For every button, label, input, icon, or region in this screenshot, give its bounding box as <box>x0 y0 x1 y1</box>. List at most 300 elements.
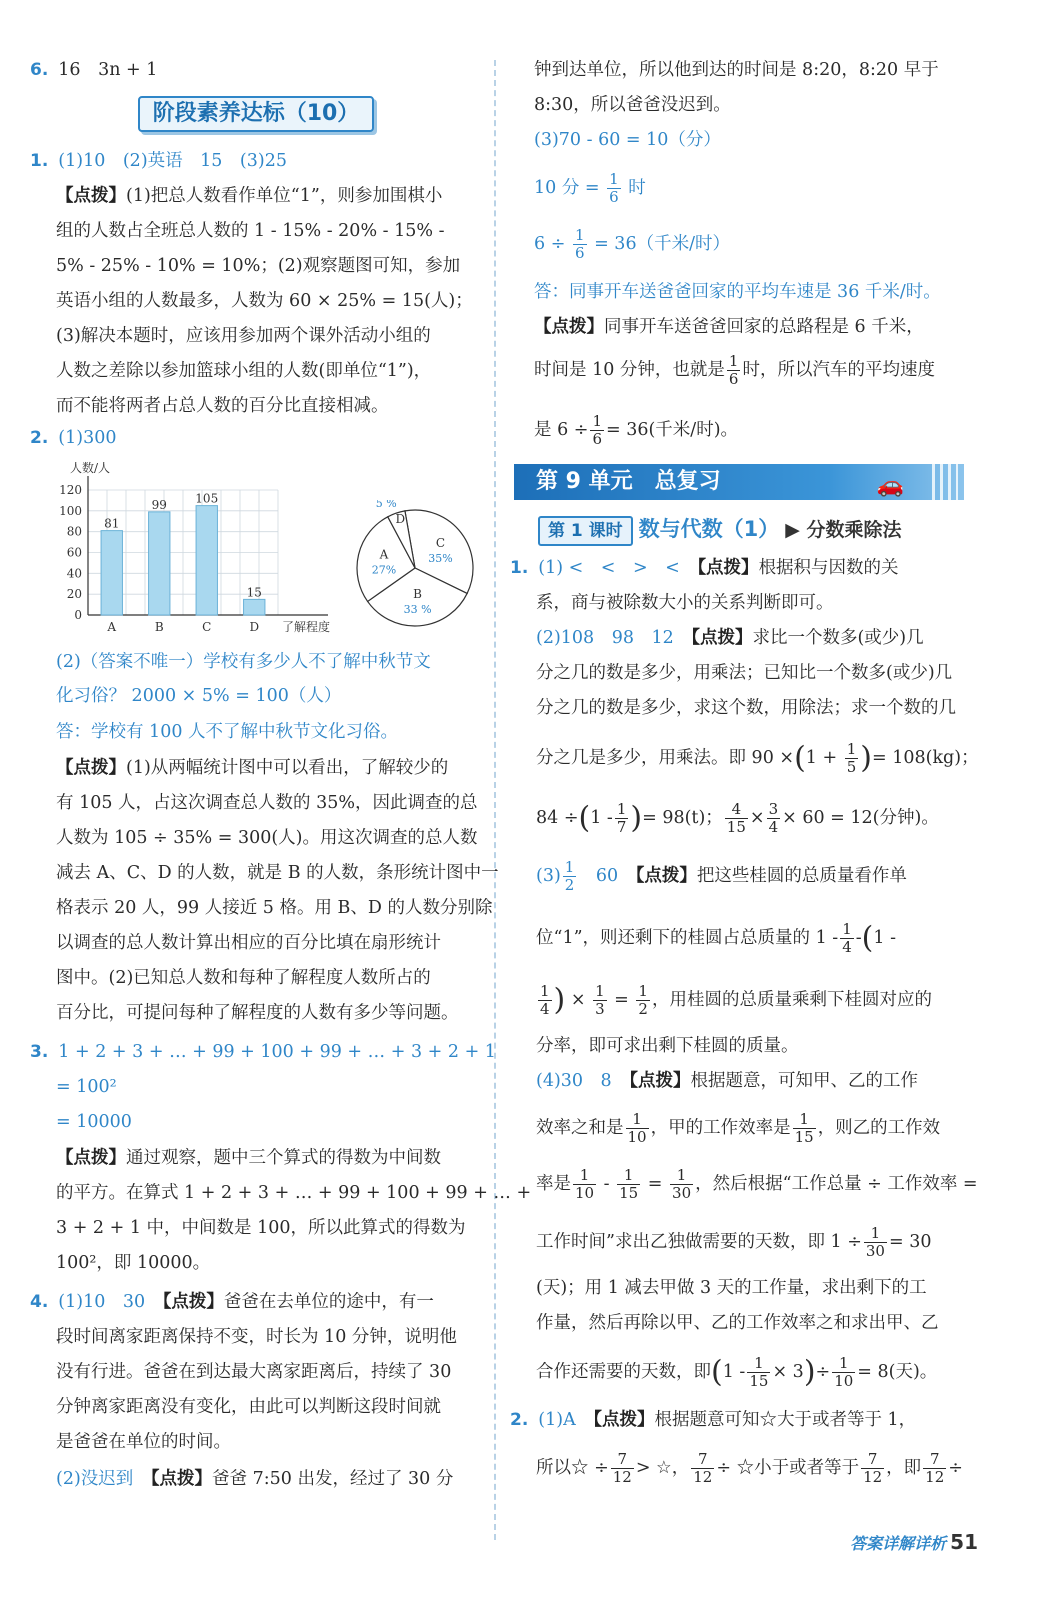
tip-text: 1 - <box>590 808 613 828</box>
numerator: 1 <box>626 1111 649 1129</box>
tip-text: 是 6 ÷ <box>534 420 589 440</box>
fraction <box>593 983 607 1018</box>
q1-tip-line <box>56 219 444 243</box>
q3-tip-line <box>56 1216 466 1240</box>
denominator: 2 <box>638 1000 648 1018</box>
numerator: 1 <box>574 226 585 244</box>
eq-text: = 36（千米/时） <box>594 234 730 254</box>
fraction <box>636 983 650 1018</box>
denominator: 12 <box>925 1468 945 1486</box>
q4-answer: (1)10 30 <box>58 1292 146 1312</box>
q2-tip-line <box>56 826 478 850</box>
tip-text: - <box>855 928 862 948</box>
q2-answer3-text: 答：学校有 100 人不了解中秋节文化习俗。 <box>56 722 399 742</box>
r-q2-line <box>536 1450 963 1486</box>
fraction <box>538 983 552 1018</box>
q2-tip-text: (1)从两幅统计图中可以看出，了解较少的 <box>126 758 449 778</box>
q4-tip-line <box>56 1467 453 1491</box>
q1-answer: (1)10 (2)英语 15 (3)25 <box>58 151 287 171</box>
numerator: 7 <box>861 1451 884 1469</box>
denominator: 6 <box>592 430 602 448</box>
fraction <box>767 801 781 836</box>
tip-text: > ☆， <box>635 1458 690 1478</box>
eq-text: 时 <box>628 178 646 198</box>
q2-answer3-line <box>56 720 398 744</box>
tip-text: ÷ ☆小于或者等于 <box>716 1458 860 1478</box>
tip-label: 【点拨】 <box>691 628 753 648</box>
q1-tip-line <box>56 359 431 383</box>
q2-tip-text: 以调查的总人数计算出相应的百分比填在扇形统计 <box>56 933 441 953</box>
q2-tip-line <box>56 1001 459 1025</box>
q2-answer2-line <box>56 684 341 708</box>
x-tick-label: A <box>107 620 117 634</box>
q2-answer2-text: 化习俗？ 2000 × 5% = 100（人） <box>56 686 342 706</box>
r-q1-line: 分之几是多少，用乘法。即 90 ×(1 + $\frac{1}{5}$ )= 108(kg)； <box>536 740 979 776</box>
q4-answer2: (2)没迟到 <box>56 1469 134 1489</box>
denominator: 3 <box>595 1000 605 1018</box>
paren: ( <box>578 800 591 836</box>
denominator: 12 <box>693 1468 713 1486</box>
q2-tip-line <box>56 756 448 780</box>
paren: ) <box>553 982 566 1018</box>
pie-category-label: B <box>413 586 422 601</box>
denominator: 15 <box>619 1184 639 1202</box>
q6-number: 6. <box>30 60 49 80</box>
denominator: 5 <box>846 758 857 776</box>
tip-text: 1 - <box>722 1362 746 1382</box>
fraction <box>573 227 587 262</box>
r-q1-line <box>536 858 907 894</box>
answer-text: (3)70 - 60 = 10（分） <box>534 130 721 150</box>
fraction <box>670 1167 693 1202</box>
q2-tip-text: 图中。(2)已知总人数和每种了解程度人数所占的 <box>56 968 431 988</box>
q4-tip-line <box>56 1360 451 1384</box>
numerator: 1 <box>616 800 627 818</box>
x-tick-label: C <box>202 620 212 634</box>
tip-text: ÷ <box>948 1458 963 1478</box>
denominator: 30 <box>672 1184 692 1202</box>
pie-category-label: A <box>379 547 389 562</box>
r-q1-line <box>536 1110 940 1146</box>
fraction <box>573 1167 596 1202</box>
eq-line <box>534 170 646 206</box>
r-q1-line <box>536 920 896 956</box>
pie-percent-label: 33 % <box>403 602 432 616</box>
y-tick-label: 100 <box>59 503 82 518</box>
denominator: 12 <box>863 1468 883 1486</box>
bar <box>149 512 170 615</box>
denominator: 30 <box>865 1242 885 1260</box>
answer-text: 60 <box>578 866 619 886</box>
q6-line <box>30 58 157 82</box>
q2-tip-line <box>56 896 493 920</box>
q3-expr: = 100² <box>56 1077 117 1097</box>
q2-answer1: (1)300 <box>58 428 117 448</box>
r-q1-line: 率是 $\frac{1}{10}$ - $\frac{1}{15}$ = $\frac{1}{30}$ ，然后根据“工作总量 ÷ 工作效率 = <box>536 1166 978 1202</box>
numerator: 7 <box>691 1451 714 1469</box>
tip-text: 根据题意，可知甲、乙的工作 <box>690 1071 918 1091</box>
q4-tip-text: 爸爸 7:50 出发，经过了 30 分 <box>212 1469 454 1489</box>
tip-label: 【点拨】 <box>635 866 697 886</box>
denominator: 4 <box>842 938 852 956</box>
numerator: 1 <box>864 1225 887 1243</box>
tip-text: (天)；用 1 减去甲做 3 天的工作量，求出剩下的工 <box>536 1278 927 1298</box>
paren: ( <box>711 1354 723 1390</box>
denominator: 6 <box>609 188 619 206</box>
answer-text: (3) <box>536 866 561 886</box>
tip-label: 【点拨】 <box>629 1071 691 1091</box>
q2-answer-line <box>30 426 117 450</box>
q2-number: 2. <box>510 1410 529 1430</box>
data-label: 15 <box>246 585 262 600</box>
r-q1-line <box>510 556 899 580</box>
q3-number: 3. <box>30 1042 49 1062</box>
eq-line <box>534 226 730 262</box>
q2-answer2-line <box>56 650 431 674</box>
q3-line <box>30 1040 496 1064</box>
pie-percent-label: 35% <box>428 551 453 565</box>
fraction <box>725 801 748 836</box>
paren: ( <box>861 920 874 956</box>
lesson-title: 数与代数（1） <box>638 517 780 541</box>
q1-tip-text: 而不能将两者占总人数的百分比直接相减。 <box>56 396 389 416</box>
numerator: 1 <box>842 920 852 938</box>
q4-tip-line <box>56 1395 441 1419</box>
tip-text: 84 ÷ <box>536 808 579 828</box>
tip-line <box>534 315 924 339</box>
tip-label: 【点拨】 <box>56 1148 126 1168</box>
tip-text: ，甲的工作效率是 <box>650 1118 791 1138</box>
pie-percent-label: 27% <box>371 563 397 577</box>
fraction <box>832 1355 855 1390</box>
numerator: 1 <box>793 1111 816 1129</box>
denominator: 6 <box>574 244 585 262</box>
eq-text: 6 ÷ <box>534 234 566 254</box>
tip-line <box>534 412 738 448</box>
fraction <box>611 1451 634 1486</box>
r-q1-line <box>536 591 834 615</box>
q3-tip-text: 3 + 2 + 1 中，中间数是 100，所以此算式的得数为 <box>56 1218 466 1238</box>
q3-tip-text: 100²，即 10000。 <box>56 1253 211 1273</box>
section-title-box <box>138 96 374 132</box>
data-label: 99 <box>151 497 167 512</box>
denominator: 2 <box>564 876 575 894</box>
tip-text: 位“1”，则还剩下的桂圆占总质量的 1 - <box>536 928 839 948</box>
y-tick-label: 60 <box>66 545 82 560</box>
q2-tip-text: 减去 A、C、D 的人数，就是 B 的人数，条形统计图中一 <box>56 863 499 883</box>
r-q1-line <box>536 1069 918 1093</box>
q3-expr: 1 + 2 + 3 + … + 99 + 100 + 99 + … + 3 + 2 + 1 <box>58 1042 496 1062</box>
fraction <box>747 1355 770 1390</box>
cont-line <box>534 58 939 82</box>
footer-label: 答案详解详析 <box>850 1534 947 1553</box>
tip-text: 工作时间”求出乙独做需要的天数，即 1 ÷ <box>536 1232 862 1252</box>
tip-label: 【点拨】 <box>56 186 126 206</box>
tip-text: 求比一个数多(或少)几 <box>752 628 924 648</box>
q2-tip-text: 格表示 20 人，99 人接近 5 格。用 B、D 的人数分别除 <box>56 898 493 918</box>
tip-text: 分之几的数是多少，求这个数，用除法；求一个数的几 <box>536 698 956 718</box>
tip-label: 【点拨】 <box>593 1410 655 1430</box>
numerator: 1 <box>832 1355 855 1373</box>
tip-label: 【点拨】 <box>534 317 604 337</box>
pie-chart <box>330 500 490 630</box>
tip-text: × 60 = 12(分钟)。 <box>782 808 939 828</box>
q3-tip-text: 通过观察，题中三个算式的得数为中间数 <box>126 1148 441 1168</box>
paren: ( <box>794 740 806 776</box>
numerator: 1 <box>595 982 605 1000</box>
y-tick-label: 40 <box>66 566 82 581</box>
y-tick-label: 0 <box>74 608 82 622</box>
fraction <box>727 353 741 388</box>
r-q1-line <box>536 1034 799 1058</box>
q1-tip-line <box>56 394 389 418</box>
tip-text: 合作还需要的天数，即 <box>536 1362 711 1382</box>
answer-text: 答：同事开车送爸爸回家的平均车速是 36 千米/时。 <box>534 282 941 302</box>
q1-tip-text: (3)解决本题时，应该用参加两个课外活动小组的 <box>56 326 431 346</box>
unit-title-bar <box>514 464 964 500</box>
q4-tip-text: 分钟离家距离没有变化，由此可以判断这段时间就 <box>56 1397 441 1417</box>
fraction <box>861 1451 884 1486</box>
tip-line <box>534 352 935 388</box>
stripe-decoration <box>932 464 958 500</box>
tip-text: 率是 <box>536 1174 571 1194</box>
q1-tip-line <box>56 324 431 348</box>
tip-text: = 108(kg)； <box>871 748 979 768</box>
fraction <box>864 1225 887 1260</box>
denominator: 7 <box>616 818 627 836</box>
q1-answer-line <box>30 149 287 173</box>
fraction <box>563 859 577 894</box>
x-axis-label: 了解程度 <box>282 620 331 634</box>
numerator: 1 <box>846 740 857 758</box>
tip-text: 把这些桂圆的总质量看作单 <box>696 866 907 886</box>
r-q1-line <box>536 626 924 650</box>
q2-tip-line <box>56 966 431 990</box>
q4-line <box>30 1290 434 1314</box>
denominator: 15 <box>726 818 746 836</box>
x-tick-label: B <box>154 620 164 634</box>
q1-number: 1. <box>510 558 529 578</box>
q1-tip-line <box>56 184 442 208</box>
denominator: 6 <box>728 370 739 388</box>
y-tick-label: 20 <box>66 587 82 602</box>
q2-tip-text: 百分比，可提问每种了解程度的人数有多少等问题。 <box>56 1003 459 1023</box>
q4-tip-text: 段时间离家距离保持不变，时长为 10 分钟，说明他 <box>56 1327 457 1347</box>
tip-text: ，用桂圆的总质量乘剩下桂圆对应的 <box>651 990 932 1010</box>
tip-text: = 8(天)。 <box>857 1362 938 1382</box>
eq-text: 10 分 = <box>534 178 600 198</box>
q2-tip-line <box>56 861 499 885</box>
q2-tip-line <box>56 931 441 955</box>
answer-line <box>534 128 721 152</box>
denominator: 4 <box>768 818 779 836</box>
q4-tip-line <box>56 1325 457 1349</box>
numerator: 1 <box>617 1167 640 1185</box>
q3-tip-line <box>56 1181 531 1205</box>
tip-text: ，即 <box>886 1458 922 1478</box>
numerator: 1 <box>564 858 575 876</box>
r-q1-line <box>536 696 956 720</box>
fraction <box>607 171 621 206</box>
pie-category-label: C <box>435 535 446 550</box>
tip-text: 根据题意可知☆大于或者等于 1， <box>654 1410 917 1430</box>
q1-number: 1. <box>30 151 49 171</box>
tip-text: × 3 <box>772 1362 804 1382</box>
q3-tip-text: 的平方。在算式 1 + 2 + 3 + … + 99 + 100 + 99 + … + <box>56 1183 532 1203</box>
fraction <box>840 921 854 956</box>
bar <box>196 506 217 615</box>
y-axis-label: 人数/人 <box>70 461 111 475</box>
tip-text: 分之几的数是多少，用乘法；已知比一个数多(或少)几 <box>536 663 953 683</box>
numerator: 1 <box>573 1167 596 1185</box>
fraction <box>793 1111 816 1146</box>
numerator: 7 <box>923 1451 946 1469</box>
denominator: 10 <box>575 1184 595 1202</box>
q3-tip-line <box>56 1146 441 1170</box>
q1-tip-line <box>56 254 460 278</box>
q6-answer: 16 3n + 1 <box>58 60 158 80</box>
paren: ) <box>630 800 643 836</box>
paren: ) <box>803 1354 816 1390</box>
tip-text: ，然后根据“工作总量 ÷ 工作效率 = <box>695 1174 978 1194</box>
bar-chart <box>40 455 340 635</box>
q1-tip-line <box>56 289 473 313</box>
tip-text: 根据积与因数的关 <box>758 558 899 578</box>
numerator: 1 <box>670 1167 693 1185</box>
q2-tip-text: 有 105 人，占这次调查总人数的 35%，因此调查的总 <box>56 793 478 813</box>
q4-number: 4. <box>30 1292 49 1312</box>
q3-tip-line <box>56 1251 210 1275</box>
answer-text: (2)108 98 12 <box>536 628 674 648</box>
lesson-subtitle: ▶ 分数乘除法 <box>785 519 902 541</box>
q3-expr: = 10000 <box>56 1112 132 1132</box>
tip-label: 【点拨】 <box>150 1469 213 1489</box>
denominator: 10 <box>627 1128 647 1146</box>
denominator: 15 <box>749 1372 769 1390</box>
paren: ) <box>860 740 872 776</box>
denominator: 4 <box>540 1000 550 1018</box>
tip-label: 【点拨】 <box>56 758 126 778</box>
r-q1-line: 84 ÷(1 - $\frac{1}{7}$ )= 98(t)； $\frac{4}{15}$ × $\frac{3}{4}$ × 60 = 12(分钟)。 <box>536 800 939 836</box>
tip-text: 1 - <box>873 928 897 948</box>
q1-tip-text: 英语小组的人数最多，人数为 60 × 25% = 15(人)； <box>56 291 473 311</box>
r-q1-line <box>536 1311 939 1335</box>
y-tick-label: 120 <box>59 483 82 497</box>
tip-text: 分之几是多少，用乘法。即 90 × <box>536 748 795 768</box>
q2-tip-text: 人数为 105 ÷ 35% = 300(人)。用这次调查的总人数 <box>56 828 478 848</box>
cont-text: 8:30，所以爸爸没迟到。 <box>534 95 731 115</box>
r-q1-line <box>536 1354 937 1390</box>
tip-text: 分率，即可求出剩下桂圆的质量。 <box>536 1036 799 1056</box>
q3-line <box>56 1110 132 1134</box>
q2-answer2-text: (2)（答案不唯一）学校有多少人不了解中秋节文 <box>56 652 431 672</box>
numerator: 1 <box>609 170 619 188</box>
numerator: 7 <box>611 1451 634 1469</box>
answer-text: (1) < < > < <box>538 558 680 578</box>
numerator: 4 <box>725 801 748 819</box>
tip-label: 【点拨】 <box>162 1292 224 1312</box>
fraction <box>691 1451 714 1486</box>
pie-percent-label: 5 % <box>375 500 397 511</box>
q2-tip-line <box>56 791 478 815</box>
fraction <box>923 1451 946 1486</box>
page-footer <box>850 1530 978 1554</box>
bar <box>244 599 265 615</box>
r-q1-line <box>536 1276 927 1300</box>
q1-tip-text: 5% - 25% - 10% = 10%；(2)观察题图可知，参加 <box>56 256 461 276</box>
q1-tip-text: 组的人数占全班总人数的 1 - 15% - 20% - 15% - <box>56 221 445 241</box>
denominator: 12 <box>612 1468 632 1486</box>
q4-tip-line <box>56 1430 231 1454</box>
tip-text: 时间是 10 分钟，也就是 <box>534 360 725 380</box>
cont-text: 钟到达单位，所以他到达的时间是 8:20，8:20 早于 <box>534 60 939 80</box>
tip-text: 作量，然后再除以甲、乙的工作效率之和求出甲、乙 <box>536 1313 939 1333</box>
tip-label: 【点拨】 <box>697 558 759 578</box>
lesson-header <box>538 513 902 546</box>
q3-line <box>56 1075 117 1099</box>
answer-line <box>534 280 941 304</box>
fraction <box>626 1111 649 1146</box>
cont-line <box>534 93 731 117</box>
r-q1-line <box>536 1224 931 1260</box>
q4-tip-text: 是爸爸在单位的时间。 <box>56 1432 231 1452</box>
numerator: 1 <box>747 1355 770 1373</box>
q2-number: 2. <box>30 428 49 448</box>
column-divider <box>494 60 496 1540</box>
tip-text: 时，所以汽车的平均速度 <box>742 360 935 380</box>
fraction <box>845 741 859 776</box>
numerator: 1 <box>540 982 550 1000</box>
fraction <box>617 1167 640 1202</box>
tip-text: = 36(千米/时)。 <box>605 420 739 440</box>
section-title: 阶段素养达标（10） <box>152 101 360 126</box>
r-q2-line <box>510 1408 916 1432</box>
unit-title: 第 9 单元 总复习 <box>536 469 721 494</box>
numerator: 3 <box>768 800 779 818</box>
x-tick-label: D <box>249 620 260 634</box>
bar <box>101 531 122 615</box>
tip-text: 同事开车送爸爸回家的总路程是 6 千米， <box>604 317 924 337</box>
q1-tip-text: (1)把总人数看作单位“1”，则参加围棋小 <box>126 186 443 206</box>
pie-category-label: D <box>395 512 406 527</box>
tip-text: 效率之和是 <box>536 1118 624 1138</box>
fraction <box>590 413 604 448</box>
q4-tip-text: 没有行进。爸爸在到达最大离家距离后，持续了 30 <box>56 1362 452 1382</box>
denominator: 10 <box>834 1372 854 1390</box>
tip-text: 所以☆ ÷ <box>536 1458 609 1478</box>
lesson-tag: 第 1 课时 <box>538 516 633 546</box>
numerator: 1 <box>638 982 648 1000</box>
q4-tip-text: 爸爸在去单位的途中，有一 <box>223 1292 434 1312</box>
fraction <box>615 801 629 836</box>
car-icon: 🚗 <box>876 473 904 498</box>
r-q1-line: $\frac{1}{4}$ ) × $\frac{1}{3}$ = $\frac{1}{2}$ ，用桂圆的总质量乘剩下桂圆对应的 <box>540 982 932 1018</box>
r-q1-line <box>536 661 952 685</box>
tip-text: 系，商与被除数大小的关系判断即可。 <box>536 593 834 613</box>
data-label: 105 <box>195 491 219 506</box>
tip-text: = 98(t)； <box>642 808 723 828</box>
tip-text: = 30 <box>888 1232 932 1252</box>
q1-tip-text: 人数之差除以参加篮球小组的人数(即单位“1”)， <box>56 361 432 381</box>
data-label: 81 <box>104 516 120 531</box>
tip-text: ，则乙的工作效 <box>817 1118 941 1138</box>
tip-text: ÷ <box>815 1362 831 1382</box>
y-tick-label: 80 <box>66 524 82 539</box>
numerator: 1 <box>728 352 739 370</box>
answer-text: (1)A <box>538 1410 576 1430</box>
page-number: 51 <box>950 1530 978 1554</box>
denominator: 15 <box>794 1128 814 1146</box>
